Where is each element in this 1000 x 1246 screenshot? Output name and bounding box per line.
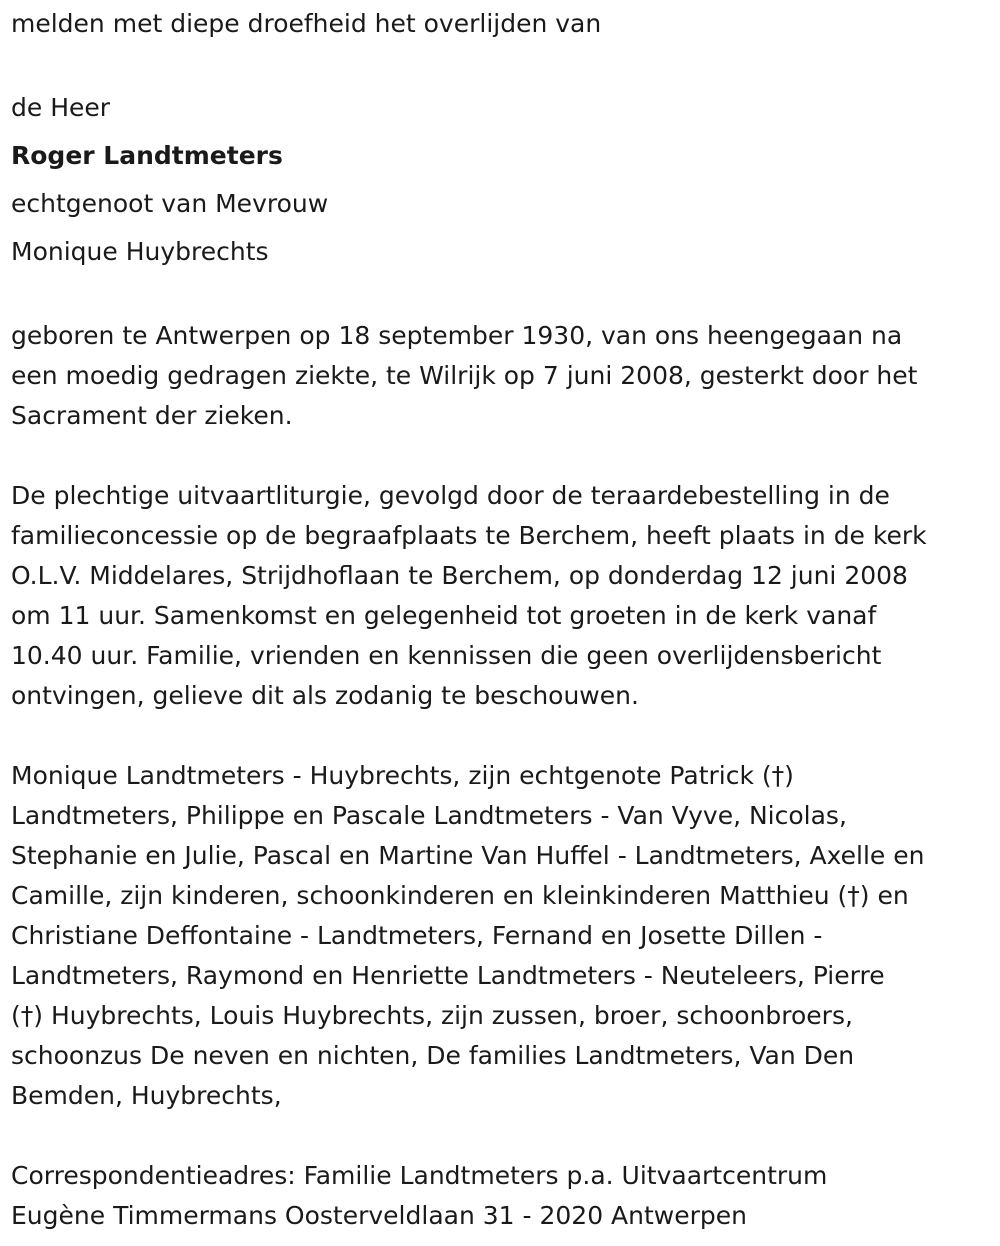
spacer: [11, 276, 996, 316]
title-prefix: de Heer: [11, 93, 111, 122]
paragraph-line: ontvingen, gelieve dit als zodanig te beschouwen.: [11, 681, 639, 710]
paragraph-line: Landtmeters, Raymond en Henriette Landtmeters - Neuteleers, Pierre: [11, 961, 885, 990]
paragraph-line: geboren te Antwerpen op 18 september 1930, van ons heengegaan na: [11, 321, 903, 350]
spacer: [11, 1116, 996, 1156]
intro-text: melden met diepe droefheid het overlijden van: [11, 9, 602, 38]
paragraph-line: Stephanie en Julie, Pascal en Martine Van Huffel - Landtmeters, Axelle en: [11, 841, 925, 870]
family-paragraph: [11, 756, 996, 1116]
obituary-document: [11, 4, 996, 1236]
spouse-label: echtgenoot van Mevrouw: [11, 189, 329, 218]
paragraph-line: 10.40 uur. Familie, vrienden en kennissen die geen overlijdensbericht: [11, 641, 882, 670]
paragraph-line: een moedig gedragen ziekte, te Wilrijk op 7 juni 2008, gesterkt door het: [11, 361, 918, 390]
deceased-name: Roger Landtmeters: [11, 141, 283, 170]
paragraph-line: Monique Landtmeters - Huybrechts, zijn echtgenote Patrick (†): [11, 761, 794, 790]
spacer: [11, 44, 996, 84]
paragraph-line: Correspondentieadres: Familie Landtmeters p.a. Uitvaartcentrum: [11, 1161, 828, 1190]
birth-paragraph: [11, 316, 996, 436]
paragraph-line: (†) Huybrechts, Louis Huybrechts, zijn zussen, broer, schoonbroers,: [11, 1001, 853, 1030]
paragraph-line: om 11 uur. Samenkomst en gelegenheid tot groeten in de kerk vanaf: [11, 601, 877, 630]
spacer: [11, 436, 996, 476]
paragraph-line: De plechtige uitvaartliturgie, gevolgd door de teraardebestelling in de: [11, 481, 890, 510]
correspondence-paragraph: [11, 1156, 996, 1236]
paragraph-line: Bemden, Huybrechts,: [11, 1081, 282, 1110]
paragraph-line: Sacrament der zieken.: [11, 401, 293, 430]
paragraph-line: Christiane Deffontaine - Landtmeters, Fernand en Josette Dillen -: [11, 921, 823, 950]
paragraph-line: Eugène Timmermans Oosterveldlaan 31 - 2020 Antwerpen: [11, 1201, 747, 1230]
spacer: [11, 716, 996, 756]
paragraph-line: Camille, zijn kinderen, schoonkinderen en kleinkinderen Matthieu (†) en: [11, 881, 909, 910]
paragraph-line: O.L.V. Middelares, Strijdhoflaan te Berchem, op donderdag 12 juni 2008: [11, 561, 908, 590]
paragraph-line: familieconcessie op de begraafplaats te Berchem, heeft plaats in de kerk: [11, 521, 927, 550]
funeral-paragraph: [11, 476, 996, 716]
spouse-name: Monique Huybrechts: [11, 237, 269, 266]
paragraph-line: schoonzus De neven en nichten, De families Landtmeters, Van Den: [11, 1041, 855, 1070]
paragraph-line: Landtmeters, Philippe en Pascale Landtmeters - Van Vyve, Nicolas,: [11, 801, 847, 830]
